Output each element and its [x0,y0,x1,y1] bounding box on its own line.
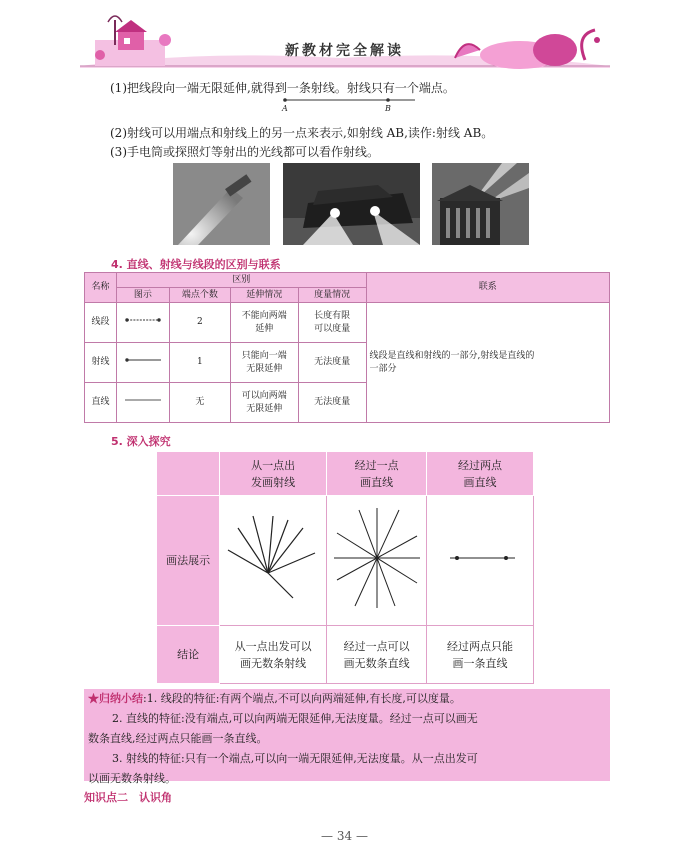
row-endpoints: 1 [169,343,230,383]
row-endpoints: 无 [169,383,230,423]
page-number: — 34 — [321,829,368,843]
summary-line-1: :1. 线段的特征:有两个端点,不可以向两端延伸,有长度,可以度量。 [143,692,461,705]
row-extension: 可以向两端 无限延伸 [230,383,298,423]
row-endpoints: 2 [169,303,230,343]
row-label-conclusion: 结论 [157,626,220,684]
header-name: 名称 [85,273,117,303]
ray-label-b: B [385,104,391,113]
table-row [85,303,610,343]
row-extension: 不能向两端 延伸 [230,303,298,343]
conclusion-rays: 从一点出发可以 画无数条射线 [220,626,327,684]
col-header-two-point-line: 经过两点 画直线 [427,452,534,496]
summary-line-2: 2. 直线的特征:没有端点,可以向两端无限延伸,无法度量。经过一点可以画无 [112,712,478,725]
summary-line-4: 3. 射线的特征:只有一个端点,可以向一端无限延伸,无法度量。从一点出发可 [112,752,478,765]
exploration-table [156,451,534,684]
rays-from-point-figure [220,496,327,626]
lines-through-point-figure [327,496,427,626]
paragraph-ray-examples: (3)手电筒或探照灯等射出的光线都可以看作射线。 [110,145,379,159]
col-header-one-point-lines: 经过一点 画直线 [327,452,427,496]
row-measure: 无法度量 [298,383,366,423]
line-through-two-points-figure [427,496,534,626]
subheader-diagram: 图示 [116,288,169,303]
row-measure: 无法度量 [298,343,366,383]
row-name: 直线 [85,383,117,423]
link-description: 线段是直线和射线的一部分,射线是直线的 一部分 [366,303,610,423]
ray-label-a: A [282,104,288,113]
comparison-table [84,272,610,423]
searchlight-building-photo [432,163,529,245]
paragraph-ray-definition: (1)把线段向一端无限延伸,就得到一条射线。射线只有一个端点。 [110,81,455,95]
subheader-endpoints: 端点个数 [169,288,230,303]
row-measure: 长度有限 可以度量 [298,303,366,343]
row-label-drawing: 画法展示 [157,496,220,626]
summary-line-5: 以画无数条射线。 [88,772,176,785]
paragraph-ray-notation: (2)射线可以用端点和射线上的另一点来表示,如射线 AB,读作:射线 AB。 [110,126,494,140]
row-extension: 只能向一端 无限延伸 [230,343,298,383]
line-diagram-icon [116,383,169,423]
segment-diagram-icon [116,303,169,343]
header-link: 联系 [366,273,610,303]
header-difference: 区别 [116,273,366,288]
header-title: 新教材完全解读 [285,43,404,59]
flashlight-beam-photo [173,163,270,245]
summary-label: ★归纳小结 [88,692,143,705]
summary-line-3: 数条直线,经过两点只能画一条直线。 [88,732,268,745]
car-headlights-photo [283,163,420,245]
col-header-one-point-rays: 从一点出 发画射线 [220,452,327,496]
row-name: 射线 [85,343,117,383]
corner-cell [157,452,220,496]
ray-diagram-icon [116,343,169,383]
section-4-title: 4. 直线、射线与线段的区别与联系 [111,258,281,271]
row-name: 线段 [85,303,117,343]
conclusion-lines-one-point: 经过一点可以 画无数条直线 [327,626,427,684]
ray-figure [280,93,420,115]
conclusion-line-two-points: 经过两点只能 画一条直线 [427,626,534,684]
subheader-extension: 延伸情况 [230,288,298,303]
summary-box [84,689,610,785]
subheader-measure: 度量情况 [298,288,366,303]
section-5-title: 5. 深入探究 [111,435,171,448]
knowledge-point-title: 知识点二 认识角 [84,791,172,804]
